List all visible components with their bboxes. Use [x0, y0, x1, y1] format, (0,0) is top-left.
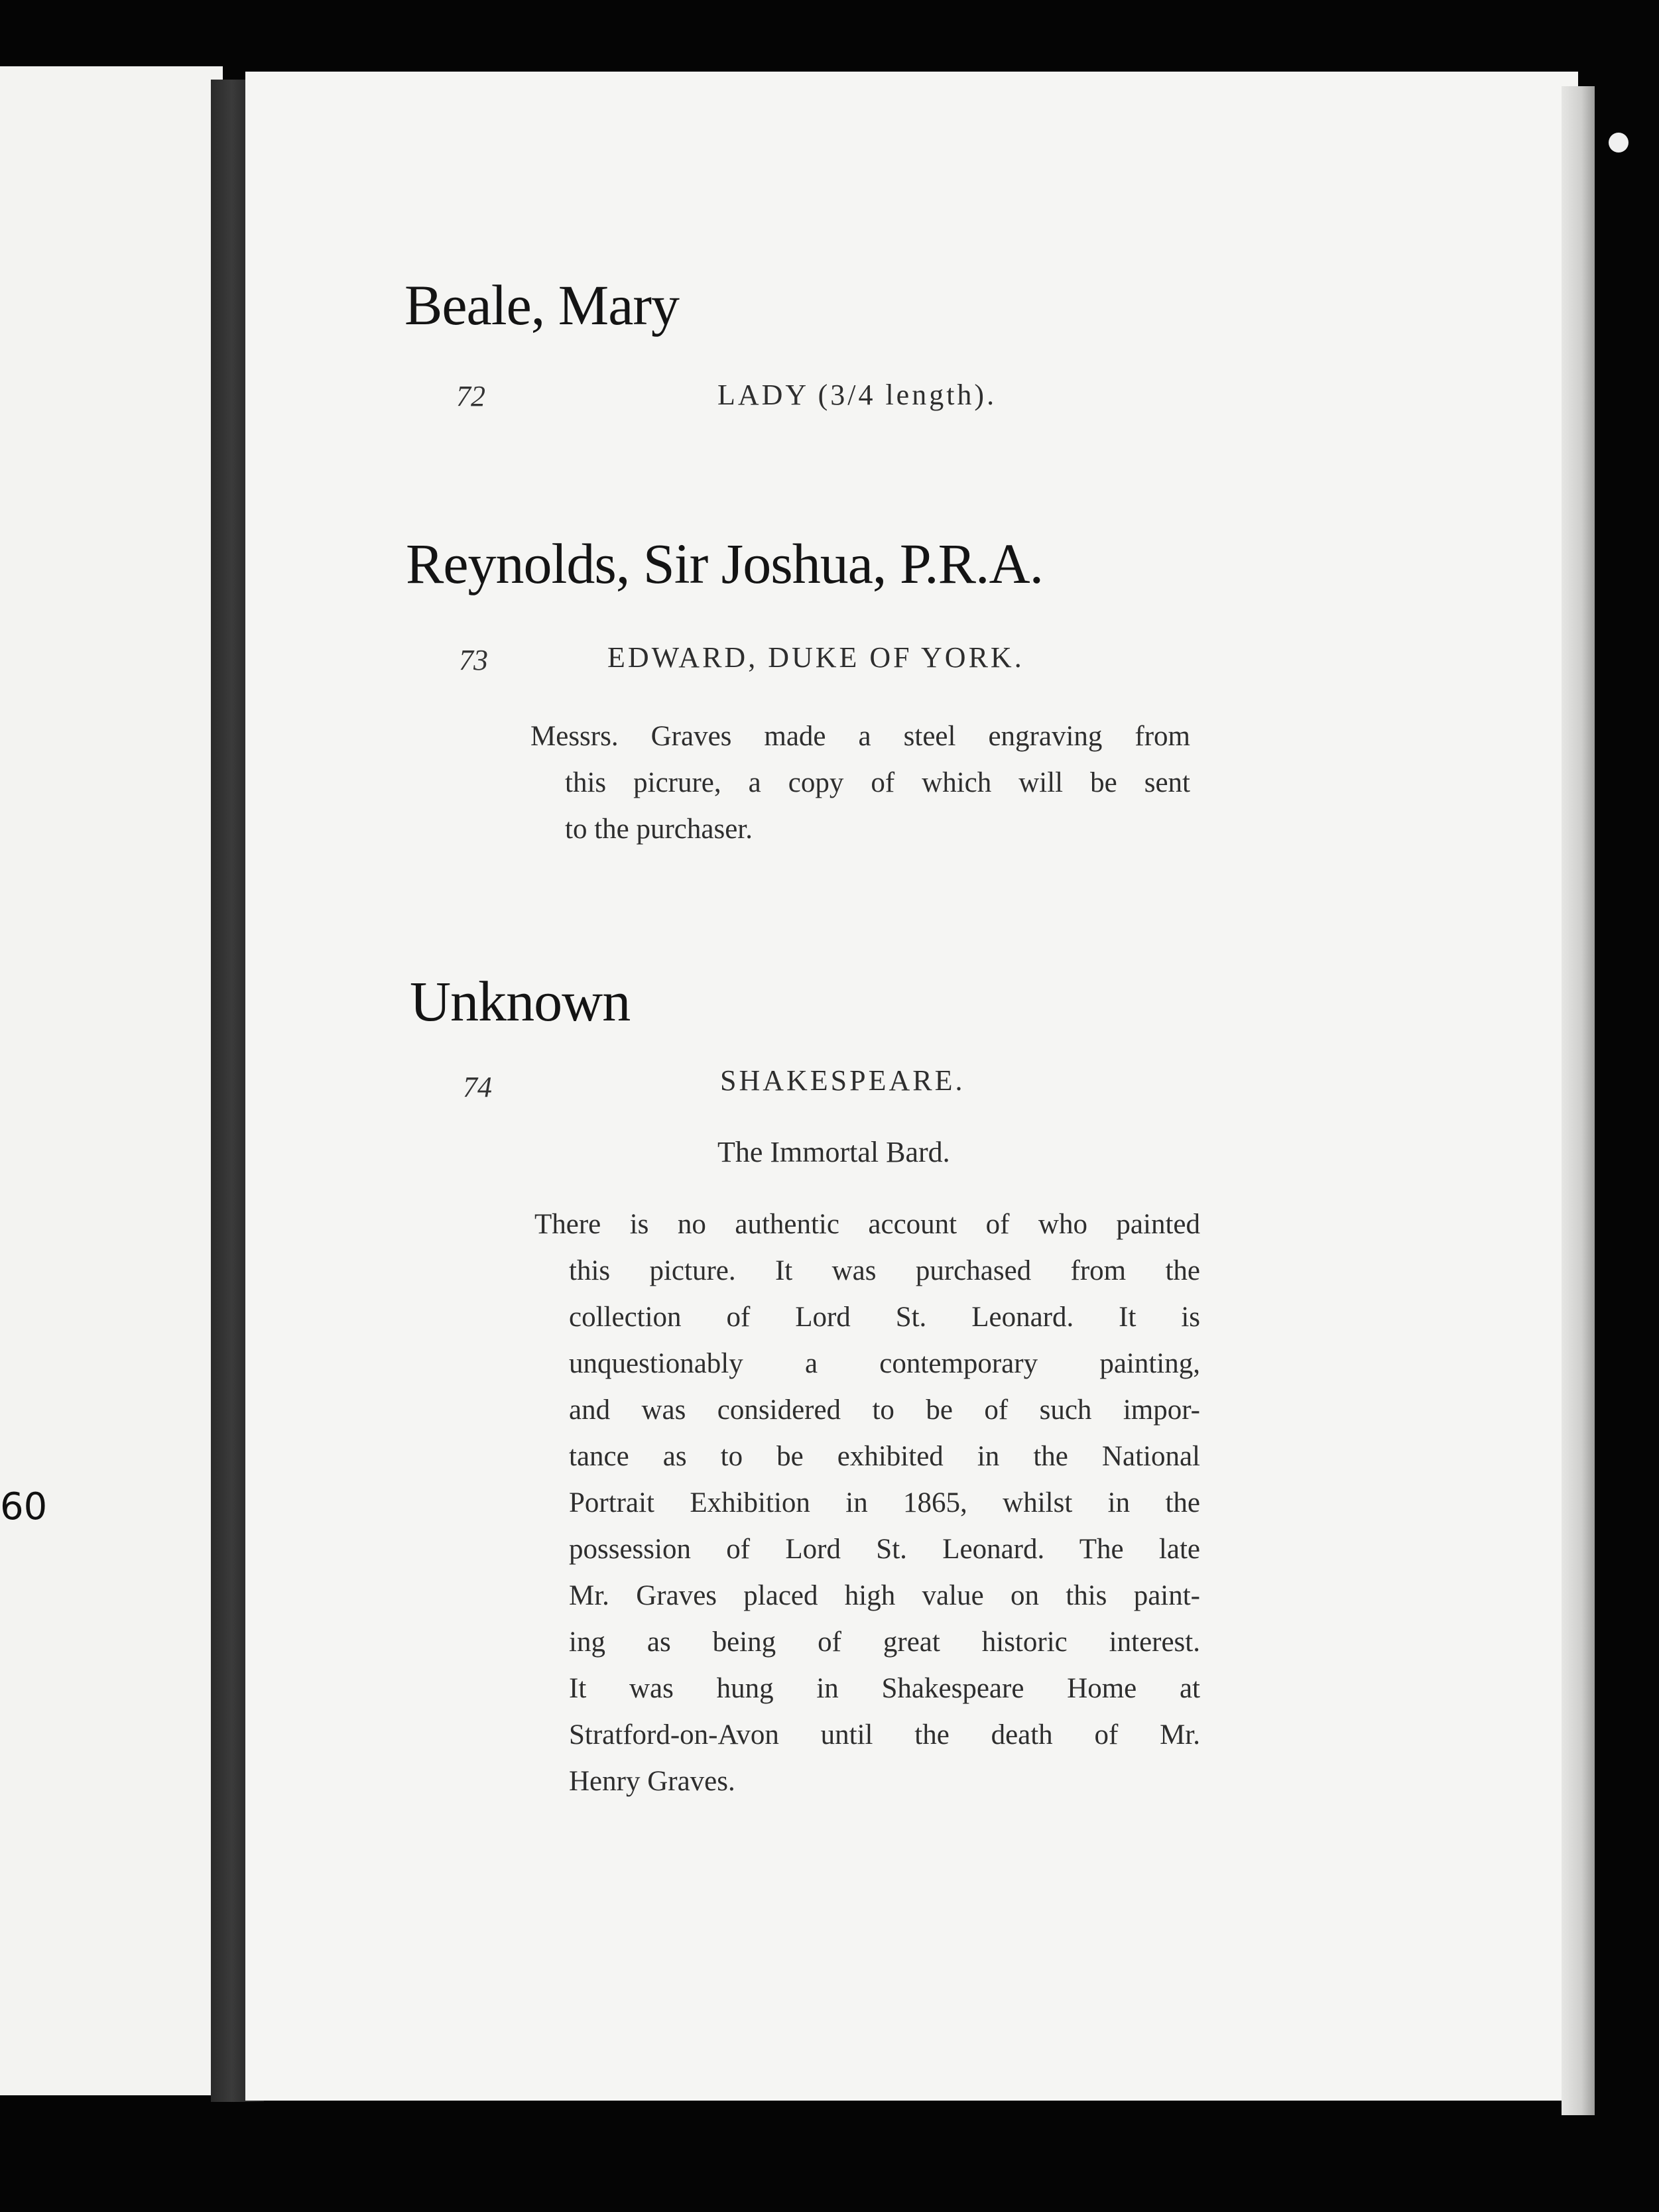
- note-line: possession of Lord St. Leonard. The late: [569, 1534, 1200, 1565]
- note-line: tance as to be exhibited in the National: [569, 1441, 1200, 1472]
- note-line: Henry Graves.: [569, 1766, 735, 1797]
- note-line: collection of Lord St. Leonard. It is: [569, 1302, 1200, 1333]
- note-line: and was considered to be of such impor-: [569, 1394, 1200, 1426]
- note-line: It was hung in Shakespeare Home at: [569, 1673, 1200, 1704]
- note-line: Portrait Exhibition in 1865, whilst in the: [569, 1487, 1200, 1518]
- lot-note: [534, 1201, 1200, 1805]
- note-line: unquestionably a contemporary painting,: [569, 1348, 1200, 1379]
- note-line: ing as being of great historic interest.: [569, 1627, 1200, 1658]
- lot-number: 72: [456, 380, 485, 412]
- artist-heading: Unknown: [410, 969, 631, 1033]
- lot-title: LADY (3/4 length).: [717, 379, 997, 411]
- artist-heading: Beale, Mary: [404, 273, 680, 337]
- note-line: Messrs. Graves made a steel engraving from: [530, 721, 1190, 752]
- note-line: Stratford-on-Avon until the death of Mr.: [569, 1719, 1200, 1751]
- page-number: 60: [0, 1485, 48, 1528]
- scan-speck: [1609, 133, 1628, 153]
- note-line: this picture. It was purchased from the: [569, 1255, 1200, 1286]
- lot-number: 74: [463, 1071, 492, 1103]
- lot-subtitle: The Immortal Bard.: [717, 1136, 950, 1168]
- lot-title: SHAKESPEARE.: [720, 1064, 965, 1097]
- note-line: this picrure, a copy of which will be sent: [565, 767, 1190, 798]
- note-line: There is no authentic account of who painted: [534, 1209, 1200, 1240]
- page-edge: [1562, 86, 1595, 2115]
- lot-number: 73: [459, 644, 488, 676]
- lot-title: EDWARD, DUKE OF YORK.: [607, 641, 1024, 674]
- note-line: to the purchaser.: [565, 814, 753, 845]
- left-page: [0, 66, 223, 2095]
- note-line: Mr. Graves placed high value on this paint-: [569, 1580, 1200, 1611]
- lot-note: [530, 713, 1190, 853]
- artist-heading: Reynolds, Sir Joshua, P.R.A.: [406, 532, 1044, 595]
